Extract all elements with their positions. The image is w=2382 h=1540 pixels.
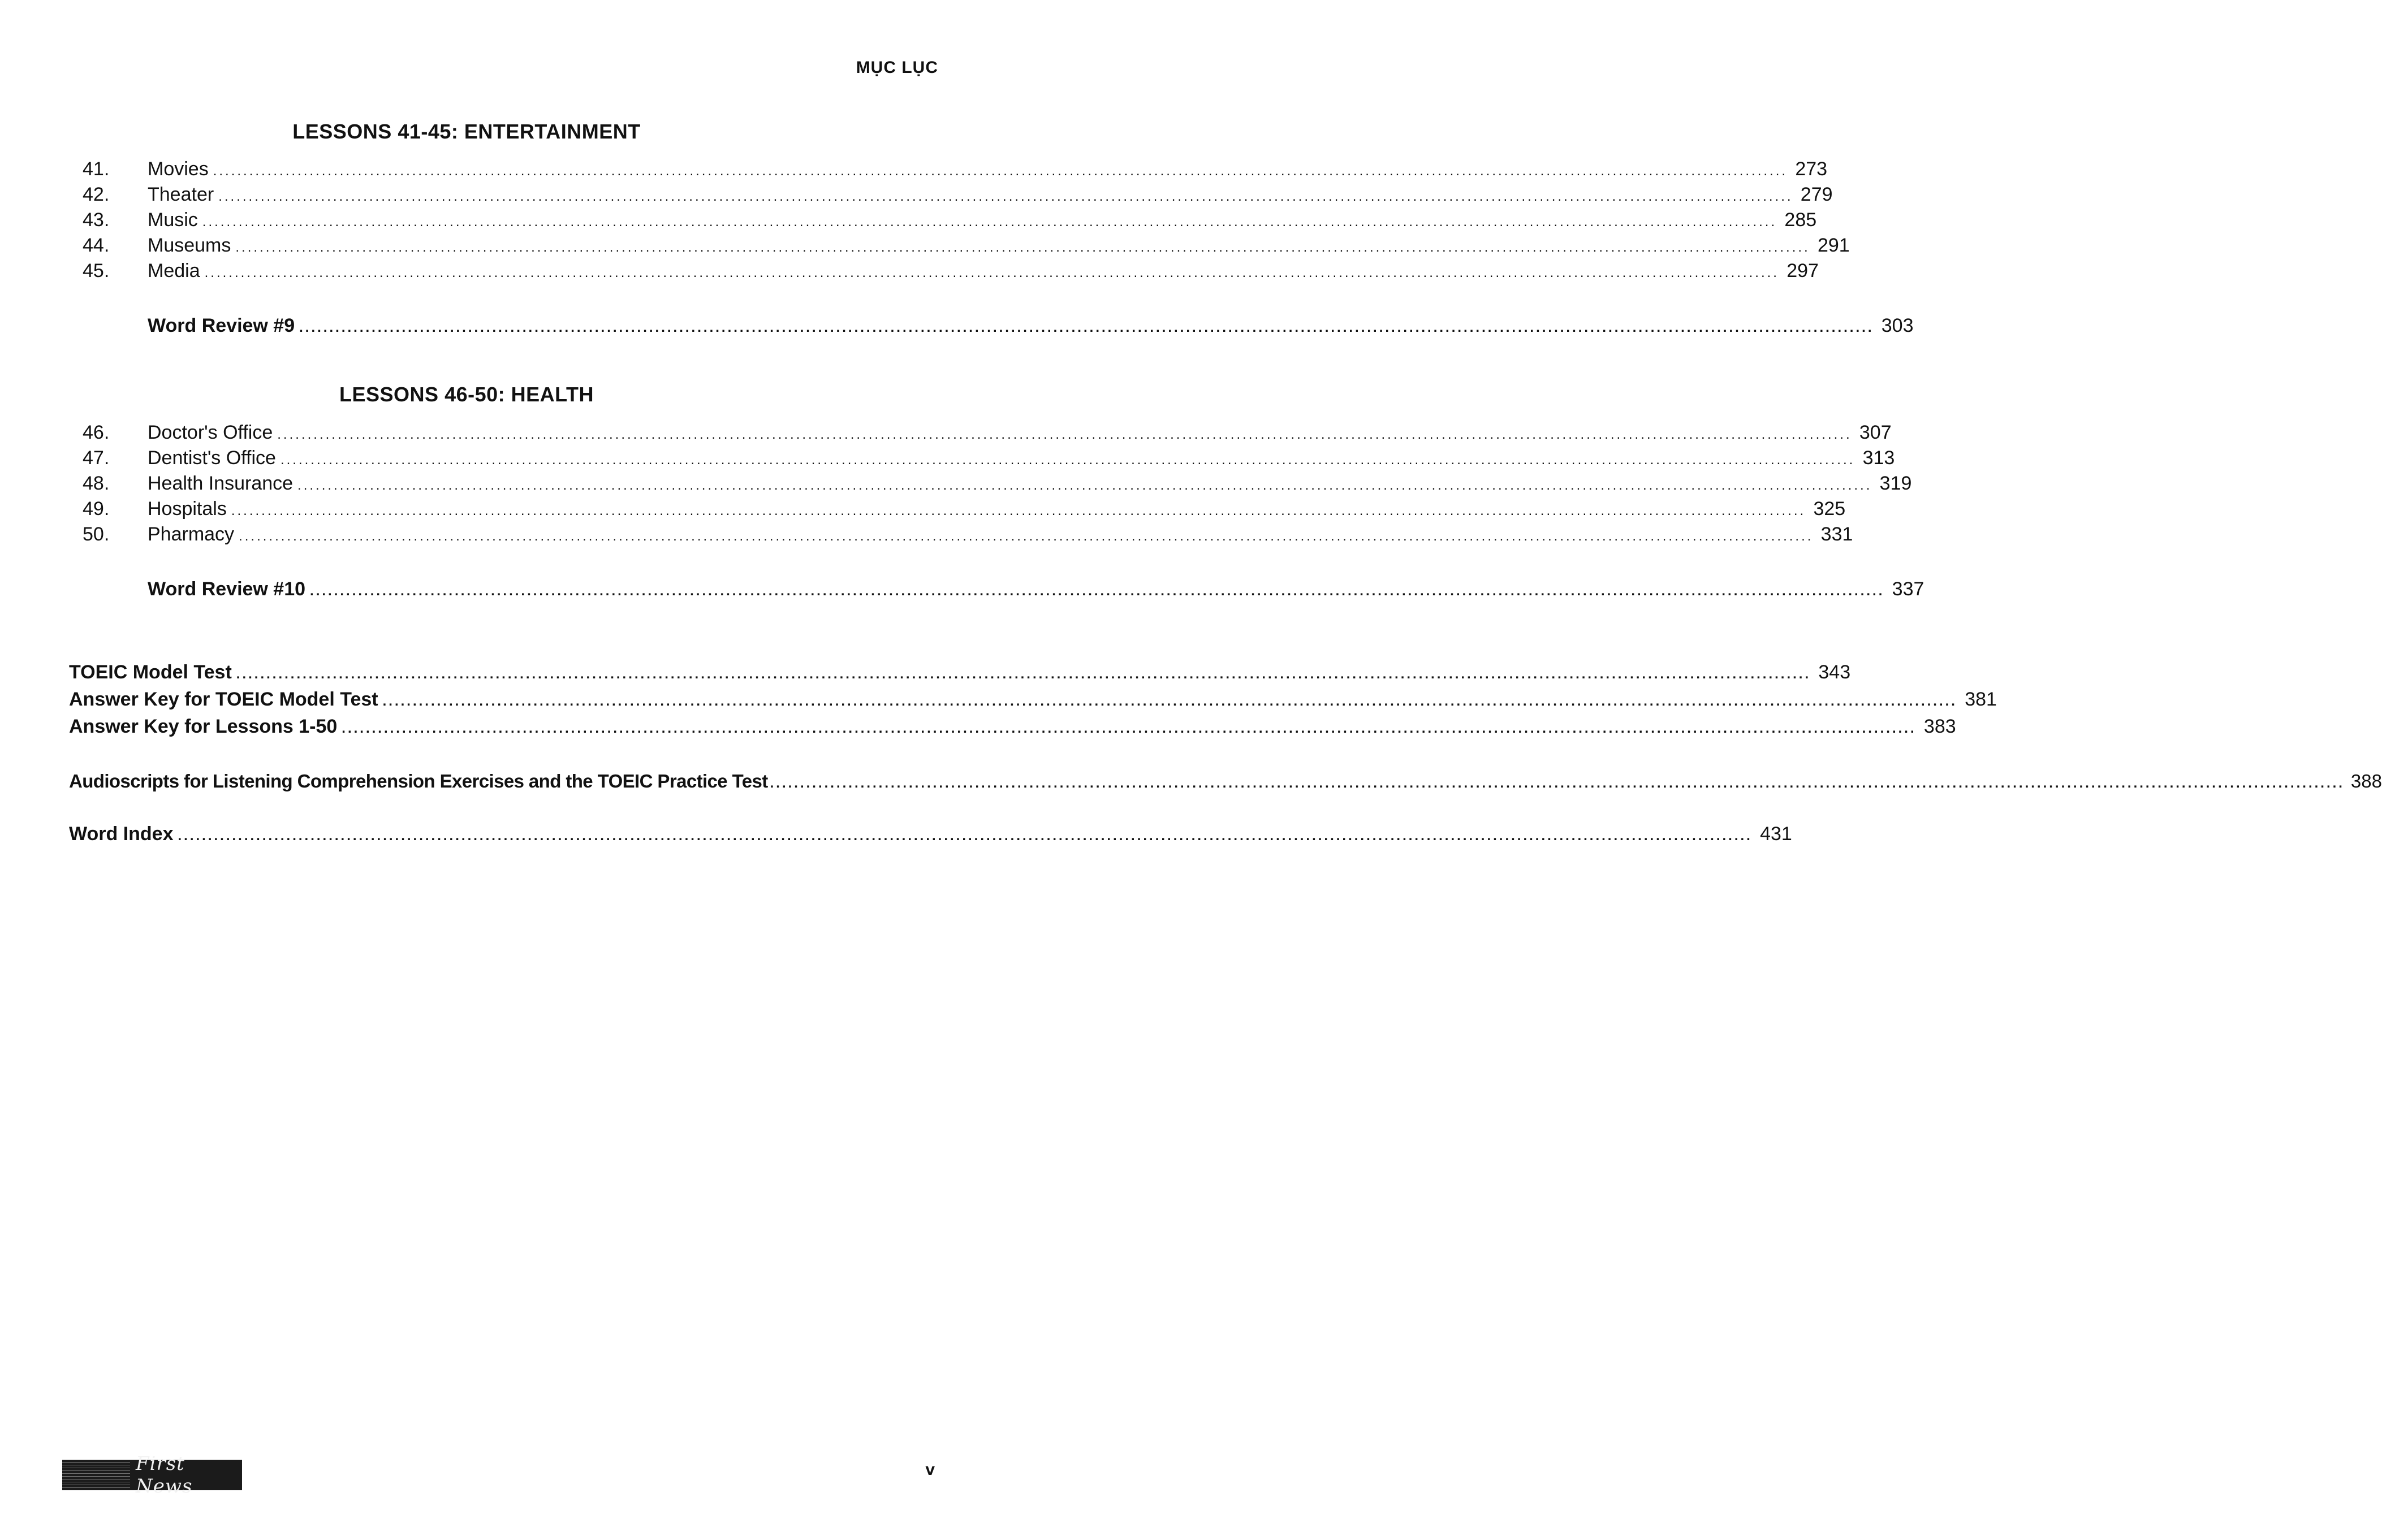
toc-entry-audioscripts[interactable] bbox=[69, 771, 2382, 797]
toc-entry-lesson-42[interactable] bbox=[83, 184, 1833, 210]
toc-entry-lesson-44[interactable] bbox=[83, 235, 1850, 261]
publisher-logo-text: First News bbox=[136, 1452, 193, 1498]
lesson-title: Dentist's Office bbox=[148, 447, 276, 469]
toc-entry-answer-key-lessons[interactable] bbox=[69, 716, 1956, 742]
lesson-number: 44. bbox=[83, 235, 110, 256]
lesson-number: 50. bbox=[83, 524, 110, 545]
toc-entry-lesson-46[interactable] bbox=[83, 422, 1892, 448]
lesson-number: 42. bbox=[83, 184, 110, 205]
lesson-title: Movies bbox=[148, 158, 209, 180]
toc-entry-answer-key-model-test[interactable] bbox=[69, 689, 1997, 715]
page-number-ref: 388 bbox=[2350, 771, 2382, 791]
page-number-ref: 319 bbox=[1879, 473, 1912, 494]
page-number-ref: 337 bbox=[1892, 578, 1924, 600]
logo-stripes bbox=[62, 1460, 130, 1490]
review-title: Word Review #10 bbox=[148, 578, 306, 600]
toc-entry-lesson-43[interactable] bbox=[83, 209, 1817, 235]
section-heading-entertainment: LESSONS 41-45: ENTERTAINMENT bbox=[292, 120, 641, 143]
dot-leader: ..................................................................................................................................................................................................................................................................... bbox=[235, 240, 1810, 255]
lesson-number: 46. bbox=[83, 422, 110, 443]
toc-entry-lesson-47[interactable] bbox=[83, 447, 1895, 473]
lesson-title: Media bbox=[148, 260, 200, 282]
toc-entry-toeic-model-test[interactable] bbox=[69, 661, 1851, 687]
back-matter-title: Audioscripts for Listening Comprehension Exercises and the TOEIC Practice Test bbox=[69, 771, 768, 791]
toc-entry-lesson-48[interactable] bbox=[83, 473, 1912, 499]
page-number-ref: 285 bbox=[1784, 209, 1817, 231]
dot-leader: ..................................................................................................................................................................................................................................................................... bbox=[770, 776, 2345, 791]
lesson-number: 49. bbox=[83, 498, 110, 520]
dot-leader: ..................................................................................................................................................................................................................................................................... bbox=[297, 478, 1872, 493]
dot-leader: ..................................................................................................................................................................................................................................................................... bbox=[202, 214, 1777, 230]
folio-page-number: v bbox=[925, 1460, 935, 1479]
dot-leader: ..................................................................................................................................................................................................................................................................... bbox=[213, 163, 1788, 179]
lesson-title: Pharmacy bbox=[148, 524, 235, 545]
back-matter-title: Word Index bbox=[69, 823, 174, 845]
page-number-ref: 381 bbox=[1965, 689, 1997, 710]
section-heading-health: LESSONS 46-50: HEALTH bbox=[339, 383, 594, 406]
page-number-ref: 303 bbox=[1881, 315, 1914, 336]
toc-entry-lesson-49[interactable] bbox=[83, 498, 1846, 524]
dot-leader: ..................................................................................................................................................................................................................................................................... bbox=[280, 452, 1855, 468]
toc-entry-word-index[interactable] bbox=[69, 823, 1792, 849]
dot-leader: ..................................................................................................................................................................................................................................................................... bbox=[382, 694, 1957, 709]
dot-leader: ..................................................................................................................................................................................................................................................................... bbox=[231, 503, 1806, 518]
back-matter-title: TOEIC Model Test bbox=[69, 661, 232, 683]
dot-leader: ..................................................................................................................................................................................................................................................................... bbox=[218, 189, 1793, 204]
page-number-ref: 313 bbox=[1862, 447, 1895, 469]
lesson-number: 48. bbox=[83, 473, 110, 494]
back-matter-title: Answer Key for Lessons 1-50 bbox=[69, 716, 338, 737]
dot-leader: ..................................................................................................................................................................................................................................................................... bbox=[236, 667, 1811, 682]
publisher-logo bbox=[62, 1452, 242, 1498]
page-number-ref: 431 bbox=[1760, 823, 1792, 845]
dot-leader: ..................................................................................................................................................................................................................................................................... bbox=[342, 721, 1917, 736]
toc-entry-word-review-9[interactable] bbox=[148, 315, 1914, 341]
toc-entry-lesson-41[interactable] bbox=[83, 158, 1828, 184]
page-number-ref: 383 bbox=[1923, 716, 1956, 737]
toc-entry-lesson-45[interactable] bbox=[83, 260, 1819, 286]
lesson-title: Health Insurance bbox=[148, 473, 294, 494]
toc-entry-lesson-50[interactable] bbox=[83, 524, 1853, 550]
dot-leader: ..................................................................................................................................................................................................................................................................... bbox=[204, 265, 1779, 280]
page-number-ref: 325 bbox=[1813, 498, 1846, 520]
page-number-ref: 273 bbox=[1795, 158, 1828, 180]
lesson-title: Doctor's Office bbox=[148, 422, 273, 443]
back-matter-title: Answer Key for TOEIC Model Test bbox=[69, 689, 378, 710]
page-number-ref: 343 bbox=[1818, 661, 1851, 683]
page-number-ref: 331 bbox=[1820, 524, 1853, 545]
page-number-ref: 297 bbox=[1786, 260, 1819, 282]
running-head: MỤC LỤC bbox=[856, 58, 938, 77]
page-number-ref: 279 bbox=[1800, 184, 1833, 205]
lesson-title: Music bbox=[148, 209, 198, 231]
lesson-number: 43. bbox=[83, 209, 110, 231]
dot-leader: ..................................................................................................................................................................................................................................................................... bbox=[299, 320, 1874, 335]
lesson-number: 45. bbox=[83, 260, 110, 282]
dot-leader: ..................................................................................................................................................................................................................................................................... bbox=[277, 427, 1852, 442]
dot-leader: ..................................................................................................................................................................................................................................................................... bbox=[310, 583, 1885, 599]
lesson-title: Museums bbox=[148, 235, 231, 256]
page-number-ref: 307 bbox=[1859, 422, 1892, 443]
dot-leader: ..................................................................................................................................................................................................................................................................... bbox=[239, 529, 1814, 544]
page-number-ref: 291 bbox=[1817, 235, 1850, 256]
lesson-number: 41. bbox=[83, 158, 110, 180]
dot-leader: ..................................................................................................................................................................................................................................................................... bbox=[178, 828, 1753, 843]
review-title: Word Review #9 bbox=[148, 315, 295, 336]
lesson-title: Hospitals bbox=[148, 498, 227, 520]
lesson-title: Theater bbox=[148, 184, 214, 205]
toc-entry-word-review-10[interactable] bbox=[148, 578, 1924, 604]
lesson-number: 47. bbox=[83, 447, 110, 469]
